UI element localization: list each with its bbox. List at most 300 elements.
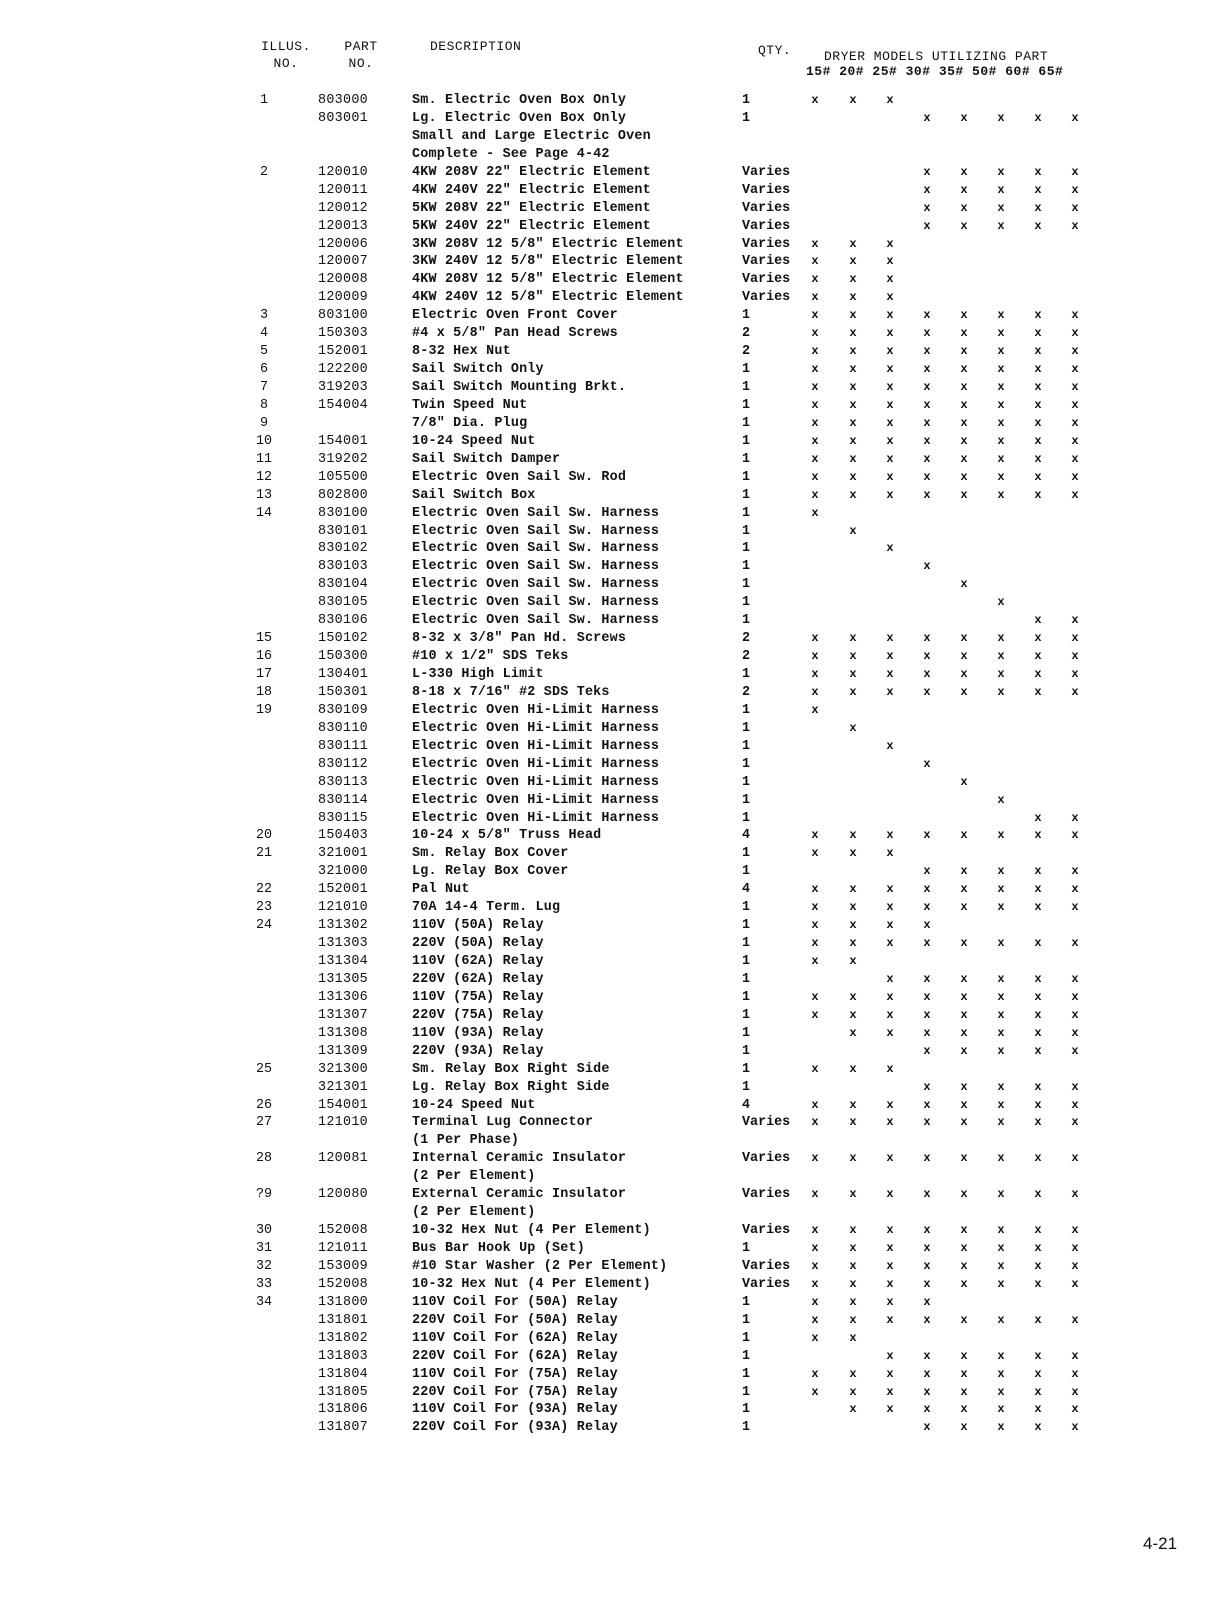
part-number: 131306 bbox=[318, 989, 369, 1005]
model-mark: x bbox=[811, 469, 819, 484]
model-mark: x bbox=[960, 344, 968, 359]
table-row bbox=[0, 989, 1226, 1007]
model-mark: x bbox=[1071, 1187, 1079, 1202]
part-description: 110V Coil For (62A) Relay bbox=[412, 1330, 618, 1346]
part-number: 152001 bbox=[318, 882, 369, 898]
part-number: 131303 bbox=[318, 936, 369, 952]
model-mark: x bbox=[849, 1223, 857, 1238]
model-mark: x bbox=[1071, 810, 1079, 825]
model-mark: x bbox=[849, 326, 857, 341]
quantity: 1 bbox=[742, 487, 751, 503]
illus-number: 33 bbox=[255, 1276, 273, 1292]
quantity: Varies bbox=[742, 1151, 791, 1167]
model-mark: x bbox=[1034, 1097, 1042, 1112]
part-number: 321000 bbox=[318, 864, 369, 880]
table-row bbox=[0, 1168, 1226, 1186]
model-mark: x bbox=[997, 971, 1005, 986]
model-mark: x bbox=[1034, 1223, 1042, 1238]
model-mark: x bbox=[811, 397, 819, 412]
quantity: 1 bbox=[742, 1043, 751, 1059]
part-number: 830104 bbox=[318, 577, 369, 593]
part-number: 120007 bbox=[318, 254, 369, 270]
model-mark: x bbox=[960, 164, 968, 179]
part-number: 830105 bbox=[318, 595, 369, 611]
model-mark: x bbox=[997, 1348, 1005, 1363]
part-number: 321300 bbox=[318, 1061, 369, 1077]
model-mark: x bbox=[960, 362, 968, 377]
model-mark: x bbox=[1071, 362, 1079, 377]
model-mark: x bbox=[1071, 1402, 1079, 1417]
model-mark: x bbox=[923, 200, 931, 215]
quantity: 1 bbox=[742, 989, 751, 1005]
part-description: Sail Switch Mounting Brkt. bbox=[412, 380, 627, 395]
model-mark: x bbox=[849, 1187, 857, 1202]
part-description: 8-32 Hex Nut bbox=[412, 344, 511, 360]
part-description: 5KW 208V 22" Electric Element bbox=[412, 200, 651, 216]
illus-number: 24 bbox=[255, 918, 273, 934]
quantity: 1 bbox=[742, 1384, 751, 1400]
quantity: 1 bbox=[742, 846, 751, 862]
part-description: Complete - See Page 4-42 bbox=[412, 146, 610, 162]
quantity: Varies bbox=[742, 236, 791, 252]
model-mark: x bbox=[1034, 828, 1042, 843]
model-mark: x bbox=[886, 272, 894, 287]
model-mark: x bbox=[1071, 469, 1079, 484]
part-description: Sm. Electric Oven Box Only bbox=[412, 93, 627, 108]
table-row bbox=[0, 1132, 1226, 1150]
model-mark: x bbox=[1071, 828, 1079, 843]
model-mark: x bbox=[1071, 1258, 1079, 1273]
model-mark: x bbox=[886, 1187, 894, 1202]
part-description: Sm. Relay Box Right Side bbox=[412, 1061, 610, 1077]
part-description: Electric Oven Hi-Limit Harness bbox=[412, 792, 660, 808]
model-mark: x bbox=[886, 415, 894, 430]
model-mark: x bbox=[997, 397, 1005, 412]
part-description: Electric Oven Hi-Limit Harness bbox=[412, 702, 660, 718]
model-mark: x bbox=[811, 1223, 819, 1238]
illus-number: 9 bbox=[259, 415, 269, 431]
part-description: 220V (50A) Relay bbox=[412, 936, 544, 952]
model-mark: x bbox=[849, 1115, 857, 1130]
model-mark: x bbox=[849, 846, 857, 861]
model-mark: x bbox=[849, 1294, 857, 1309]
part-description: 10-24 Speed Nut bbox=[412, 433, 536, 449]
table-row bbox=[0, 899, 1226, 917]
header-description: DESCRIPTION bbox=[430, 39, 522, 54]
table-row bbox=[0, 1186, 1226, 1204]
part-number: 131807 bbox=[318, 1420, 369, 1436]
model-mark: x bbox=[886, 326, 894, 341]
model-mark: x bbox=[960, 1097, 968, 1112]
model-mark: x bbox=[960, 326, 968, 341]
model-mark: x bbox=[849, 1276, 857, 1291]
model-mark: x bbox=[849, 523, 857, 538]
model-mark: x bbox=[811, 918, 819, 933]
part-number: 131308 bbox=[318, 1025, 369, 1041]
model-mark: x bbox=[923, 362, 931, 377]
part-description: Electric Oven Sail Sw. Harness bbox=[412, 595, 660, 611]
part-description: (1 Per Phase) bbox=[412, 1133, 520, 1149]
part-description: (2 Per Element) bbox=[412, 1205, 536, 1221]
part-description: 8-18 x 7/16" #2 SDS Teks bbox=[412, 684, 610, 700]
illus-number: 27 bbox=[255, 1115, 273, 1131]
model-mark: x bbox=[886, 1061, 894, 1076]
table-row bbox=[0, 379, 1226, 397]
table-row bbox=[0, 253, 1226, 271]
part-number: 120013 bbox=[318, 218, 369, 234]
model-mark: x bbox=[960, 1348, 968, 1363]
part-description: 110V Coil For (75A) Relay bbox=[412, 1366, 618, 1382]
model-mark: x bbox=[923, 397, 931, 412]
table-row bbox=[0, 1276, 1226, 1294]
model-mark: x bbox=[1071, 684, 1079, 699]
part-number: 803100 bbox=[318, 308, 369, 324]
model-mark: x bbox=[1071, 182, 1079, 197]
quantity: 1 bbox=[742, 1079, 751, 1095]
model-mark: x bbox=[1034, 1115, 1042, 1130]
part-number: 830109 bbox=[318, 702, 369, 718]
table-row bbox=[0, 146, 1226, 164]
model-mark: x bbox=[1034, 1258, 1042, 1273]
part-number: 830111 bbox=[318, 738, 369, 754]
illus-number: 18 bbox=[255, 684, 273, 700]
model-mark: x bbox=[997, 344, 1005, 359]
quantity: 4 bbox=[742, 828, 751, 844]
quantity: 1 bbox=[742, 523, 751, 539]
model-mark: x bbox=[811, 1151, 819, 1166]
part-number: 830115 bbox=[318, 810, 369, 826]
model-mark: x bbox=[923, 451, 931, 466]
table-row bbox=[0, 487, 1226, 505]
model-mark: x bbox=[960, 667, 968, 681]
model-mark: x bbox=[811, 828, 819, 843]
model-mark: x bbox=[997, 451, 1005, 466]
model-mark: x bbox=[997, 989, 1005, 1004]
illus-number: 17 bbox=[255, 667, 273, 682]
model-mark: x bbox=[1071, 1276, 1079, 1291]
model-mark: x bbox=[1034, 469, 1042, 484]
model-mark: x bbox=[923, 1151, 931, 1166]
part-number: 121010 bbox=[318, 1115, 369, 1131]
model-mark: x bbox=[997, 1241, 1005, 1255]
model-mark: x bbox=[849, 380, 857, 394]
part-description: Twin Speed Nut bbox=[412, 397, 528, 413]
model-mark: x bbox=[960, 380, 968, 394]
header-dryer-models: DRYER MODELS UTILIZING PART bbox=[824, 49, 1049, 64]
model-mark: x bbox=[997, 1115, 1005, 1130]
quantity: 2 bbox=[742, 684, 751, 700]
model-mark: x bbox=[997, 1366, 1005, 1381]
part-description: Terminal Lug Connector bbox=[412, 1115, 594, 1131]
model-mark: x bbox=[997, 326, 1005, 341]
table-row bbox=[0, 218, 1226, 236]
part-description: 220V Coil For (93A) Relay bbox=[412, 1420, 618, 1436]
model-mark: x bbox=[886, 1258, 894, 1273]
model-mark: x bbox=[811, 380, 819, 394]
model-mark: x bbox=[997, 1097, 1005, 1112]
part-number: 150301 bbox=[318, 684, 369, 700]
part-number: 830106 bbox=[318, 613, 369, 629]
illus-number: 30 bbox=[255, 1223, 273, 1239]
quantity: Varies bbox=[742, 182, 791, 198]
part-description: Electric Oven Sail Sw. Harness bbox=[412, 523, 660, 539]
part-description: Lg. Relay Box Right Side bbox=[412, 1079, 610, 1095]
model-mark: x bbox=[997, 792, 1005, 807]
table-row bbox=[0, 1079, 1226, 1097]
part-description: 110V Coil For (93A) Relay bbox=[412, 1402, 618, 1418]
model-mark: x bbox=[886, 828, 894, 843]
illus-number: 32 bbox=[255, 1258, 273, 1274]
model-mark: x bbox=[923, 415, 931, 430]
model-mark: x bbox=[997, 218, 1005, 233]
model-mark: x bbox=[849, 1151, 857, 1166]
model-mark: x bbox=[997, 864, 1005, 879]
model-mark: x bbox=[960, 1223, 968, 1238]
model-mark: x bbox=[997, 415, 1005, 430]
model-mark: x bbox=[1071, 487, 1079, 502]
model-mark: x bbox=[997, 649, 1005, 664]
model-mark: x bbox=[1071, 1043, 1079, 1058]
model-mark: x bbox=[1071, 1115, 1079, 1130]
part-number: 830113 bbox=[318, 774, 369, 790]
part-description: 220V (93A) Relay bbox=[412, 1043, 544, 1059]
table-row bbox=[0, 469, 1226, 487]
table-row bbox=[0, 325, 1226, 343]
model-mark: x bbox=[923, 882, 931, 897]
model-mark: x bbox=[886, 1402, 894, 1417]
model-mark: x bbox=[886, 362, 894, 377]
model-mark: x bbox=[923, 1025, 931, 1040]
part-number: 153009 bbox=[318, 1258, 369, 1274]
model-mark: x bbox=[849, 649, 857, 664]
model-mark: x bbox=[960, 649, 968, 664]
part-description: Small and Large Electric Oven bbox=[412, 128, 651, 144]
model-mark: x bbox=[1034, 1187, 1042, 1202]
illus-number: 14 bbox=[255, 505, 273, 521]
model-mark: x bbox=[923, 1348, 931, 1363]
model-mark: x bbox=[811, 1097, 819, 1112]
model-mark: x bbox=[886, 93, 894, 107]
quantity: 4 bbox=[742, 882, 751, 898]
model-mark: x bbox=[1071, 864, 1079, 879]
table-row bbox=[0, 1366, 1226, 1384]
illus-number: 23 bbox=[255, 900, 273, 916]
part-number: 131802 bbox=[318, 1330, 369, 1346]
model-mark: x bbox=[923, 864, 931, 879]
model-mark: x bbox=[849, 1241, 857, 1255]
quantity: 1 bbox=[742, 1241, 751, 1256]
model-mark: x bbox=[849, 1312, 857, 1327]
part-description: Electric Oven Hi-Limit Harness bbox=[412, 738, 660, 754]
model-mark: x bbox=[886, 344, 894, 359]
model-mark: x bbox=[849, 415, 857, 430]
model-mark: x bbox=[811, 846, 819, 861]
model-mark: x bbox=[849, 397, 857, 412]
table-row bbox=[0, 451, 1226, 469]
quantity: 1 bbox=[742, 810, 751, 826]
part-description: 110V (93A) Relay bbox=[412, 1025, 544, 1041]
model-mark: x bbox=[1071, 326, 1079, 341]
part-description: Electric Oven Sail Sw. Rod bbox=[412, 469, 627, 485]
model-mark: x bbox=[923, 684, 931, 699]
model-mark: x bbox=[811, 1241, 819, 1255]
model-mark: x bbox=[886, 290, 894, 305]
model-mark: x bbox=[1034, 110, 1042, 125]
quantity: 2 bbox=[742, 631, 751, 647]
part-number: 803001 bbox=[318, 110, 369, 126]
illus-number: 12 bbox=[255, 469, 273, 485]
model-mark: x bbox=[1034, 308, 1042, 323]
model-mark: x bbox=[923, 1043, 931, 1058]
model-mark: x bbox=[960, 989, 968, 1004]
table-row bbox=[0, 540, 1226, 558]
model-mark: x bbox=[1034, 164, 1042, 179]
model-mark: x bbox=[997, 200, 1005, 215]
quantity: 1 bbox=[742, 397, 751, 413]
illus-number: 19 bbox=[255, 702, 273, 718]
model-mark: x bbox=[1034, 487, 1042, 502]
part-description: Electric Oven Sail Sw. Harness bbox=[412, 559, 660, 575]
table-row bbox=[0, 505, 1226, 523]
model-mark: x bbox=[960, 469, 968, 484]
model-mark: x bbox=[1071, 200, 1079, 215]
model-mark: x bbox=[960, 774, 968, 789]
table-row bbox=[0, 792, 1226, 810]
model-mark: x bbox=[1034, 1007, 1042, 1022]
table-row bbox=[0, 1330, 1226, 1348]
table-row bbox=[0, 1150, 1226, 1168]
quantity: 2 bbox=[742, 649, 751, 665]
part-description: External Ceramic Insulator bbox=[412, 1187, 627, 1203]
model-mark: x bbox=[811, 93, 819, 107]
table-row bbox=[0, 917, 1226, 935]
part-description: 5KW 240V 22" Electric Element bbox=[412, 218, 651, 234]
model-mark: x bbox=[1071, 971, 1079, 986]
table-row bbox=[0, 594, 1226, 612]
model-mark: x bbox=[997, 900, 1005, 915]
model-mark: x bbox=[886, 487, 894, 502]
model-mark: x bbox=[1034, 631, 1042, 646]
quantity: Varies bbox=[742, 290, 791, 306]
model-mark: x bbox=[886, 1348, 894, 1363]
part-number: 131801 bbox=[318, 1312, 369, 1328]
model-mark: x bbox=[811, 308, 819, 323]
model-mark: x bbox=[997, 1223, 1005, 1238]
part-number: 830100 bbox=[318, 505, 369, 521]
model-mark: x bbox=[1034, 989, 1042, 1004]
part-number: 830114 bbox=[318, 792, 369, 808]
model-mark: x bbox=[849, 272, 857, 287]
model-mark: x bbox=[886, 380, 894, 394]
illus-number: 7 bbox=[259, 380, 269, 395]
part-description: 7/8" Dia. Plug bbox=[412, 415, 528, 431]
part-description: 10-32 Hex Nut (4 Per Element) bbox=[412, 1276, 651, 1292]
model-mark: x bbox=[997, 487, 1005, 502]
model-mark: x bbox=[849, 308, 857, 323]
quantity: 1 bbox=[742, 613, 751, 629]
model-mark: x bbox=[923, 900, 931, 915]
quantity: Varies bbox=[742, 1276, 791, 1292]
model-mark: x bbox=[1071, 613, 1079, 628]
part-description: Sail Switch Box bbox=[412, 487, 536, 503]
quantity: Varies bbox=[742, 1187, 791, 1203]
quantity: 1 bbox=[742, 1348, 751, 1364]
model-mark: x bbox=[811, 362, 819, 377]
part-description: Electric Oven Sail Sw. Harness bbox=[412, 505, 660, 521]
part-number: 131804 bbox=[318, 1366, 369, 1382]
model-mark: x bbox=[1034, 1043, 1042, 1058]
model-mark: x bbox=[923, 649, 931, 664]
model-mark: x bbox=[811, 254, 819, 269]
illus-number: 15 bbox=[255, 631, 273, 647]
part-description: 4KW 240V 22" Electric Element bbox=[412, 182, 651, 198]
model-mark: x bbox=[811, 667, 819, 681]
table-row bbox=[0, 684, 1226, 702]
table-row bbox=[0, 576, 1226, 594]
model-mark: x bbox=[1071, 631, 1079, 646]
table-row bbox=[0, 756, 1226, 774]
model-mark: x bbox=[886, 433, 894, 448]
model-mark: x bbox=[1034, 1079, 1042, 1094]
quantity: 2 bbox=[742, 326, 751, 342]
model-mark: x bbox=[849, 900, 857, 915]
model-mark: x bbox=[960, 936, 968, 951]
model-mark: x bbox=[886, 846, 894, 861]
part-description: 220V Coil For (62A) Relay bbox=[412, 1348, 618, 1364]
model-mark: x bbox=[997, 1420, 1005, 1435]
part-number: 319202 bbox=[318, 451, 369, 467]
model-mark: x bbox=[886, 971, 894, 986]
model-mark: x bbox=[811, 1312, 819, 1327]
table-row bbox=[0, 433, 1226, 451]
model-mark: x bbox=[1071, 989, 1079, 1004]
model-mark: x bbox=[849, 344, 857, 359]
model-mark: x bbox=[997, 164, 1005, 179]
model-mark: x bbox=[923, 1294, 931, 1309]
quantity: 1 bbox=[742, 774, 751, 790]
model-mark: x bbox=[960, 900, 968, 915]
part-number: 150102 bbox=[318, 631, 369, 647]
table-row bbox=[0, 558, 1226, 576]
table-row bbox=[0, 1348, 1226, 1366]
illus-number: 20 bbox=[255, 828, 273, 844]
illus-number: 25 bbox=[255, 1061, 273, 1077]
model-mark: x bbox=[960, 433, 968, 448]
model-mark: x bbox=[997, 469, 1005, 484]
part-number: 131304 bbox=[318, 954, 369, 969]
model-mark: x bbox=[1034, 200, 1042, 215]
model-mark: x bbox=[811, 415, 819, 430]
model-mark: x bbox=[886, 236, 894, 251]
model-mark: x bbox=[997, 631, 1005, 646]
model-mark: x bbox=[886, 684, 894, 699]
model-mark: x bbox=[960, 218, 968, 233]
quantity: 1 bbox=[742, 93, 751, 108]
part-description: (2 Per Element) bbox=[412, 1169, 536, 1185]
part-description: 110V Coil For (50A) Relay bbox=[412, 1294, 618, 1310]
table-row bbox=[0, 1025, 1226, 1043]
model-mark: x bbox=[886, 1294, 894, 1309]
model-mark: x bbox=[811, 1061, 819, 1076]
model-mark: x bbox=[886, 1384, 894, 1399]
header-part-no: PART NO. bbox=[344, 39, 378, 71]
table-row bbox=[0, 182, 1226, 200]
model-mark: x bbox=[811, 505, 819, 520]
part-number: 131307 bbox=[318, 1007, 369, 1023]
part-description: Lg. Relay Box Cover bbox=[412, 864, 569, 880]
model-mark: x bbox=[849, 1402, 857, 1417]
part-description: Lg. Electric Oven Box Only bbox=[412, 110, 627, 126]
